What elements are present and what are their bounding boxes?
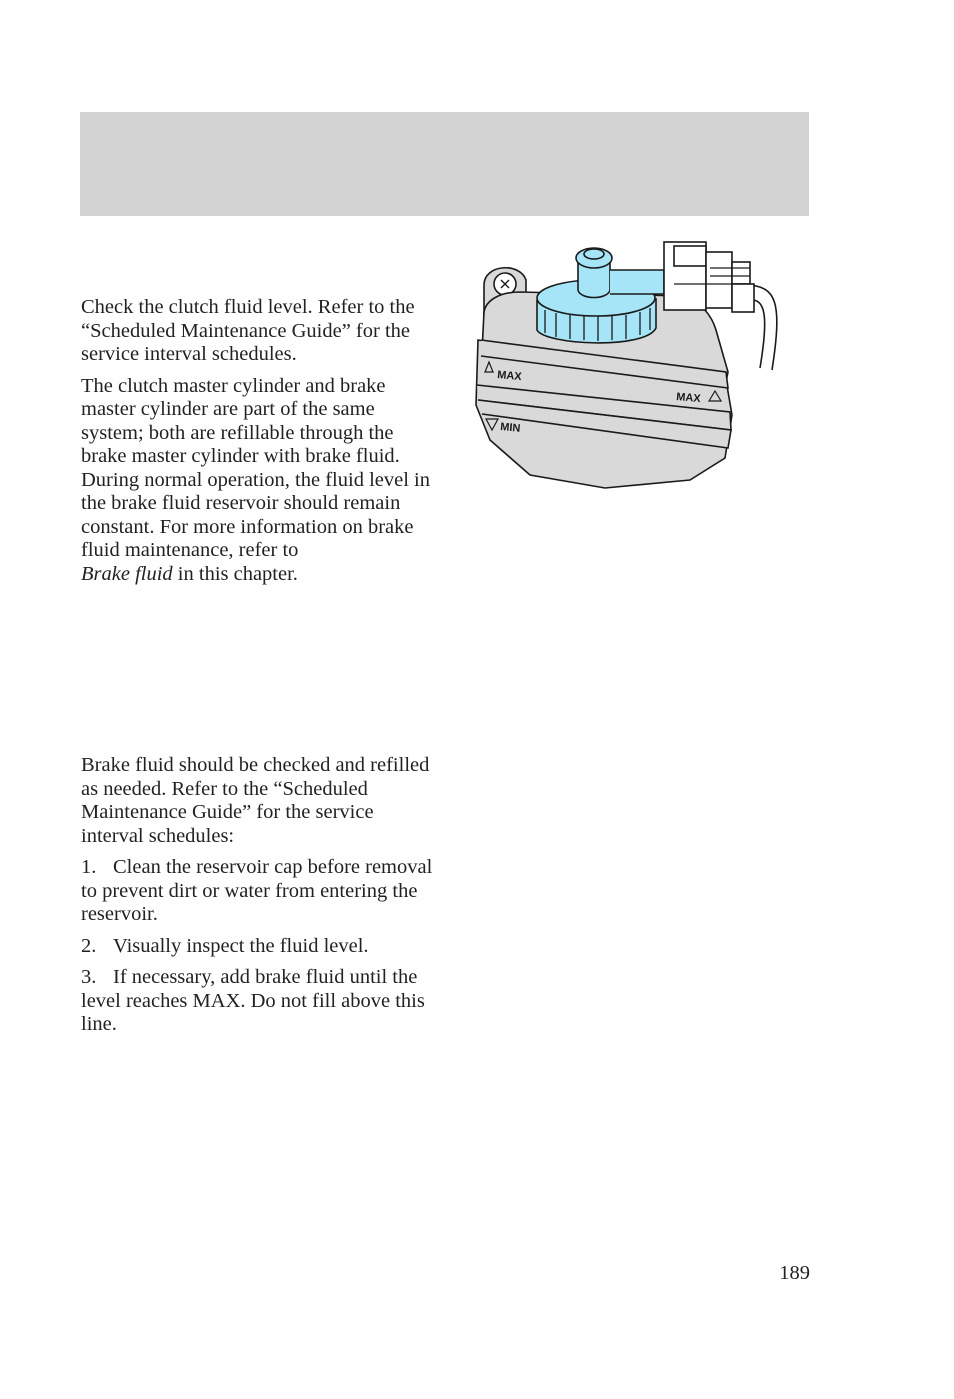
clutch-paragraph-2-tail: in this chapter.: [177, 562, 298, 585]
step-1-number: 1.: [81, 856, 97, 878]
step-2-number: 2.: [81, 934, 97, 957]
sensor-arm: [610, 270, 664, 294]
step-3-number: 3.: [81, 966, 97, 988]
step-2-text: Visually inspect the fluid level.: [113, 934, 369, 957]
brake-intro: Brake fluid should be checked and refilled as needed. Refer to the “Scheduled Maintenance Guide” for the service interval schedules:: [81, 754, 430, 847]
label-max-left: MAX: [496, 369, 523, 384]
clutch-paragraph-1: Check the clutch fluid level. Refer to the “Scheduled Maintenance Guide” for the service interval schedules.: [81, 296, 415, 365]
clutch-paragraph-2: [81, 375, 441, 587]
brake-fluid-reference: Brake fluid: [81, 562, 173, 585]
page-number: 189: [779, 1262, 810, 1284]
step-3: [81, 966, 441, 1037]
step-2: [81, 935, 441, 959]
step-1: [81, 856, 441, 927]
brake-fluid-section: [81, 754, 441, 1045]
label-min: MIN: [499, 421, 521, 435]
header-band: [80, 112, 809, 216]
step-1-text: Clean the reservoir cap before removal to prevent dirt or water from entering the reservoir.: [81, 856, 433, 925]
clutch-paragraph-2-main: The clutch master cylinder and brake master cylinder are part of the same system; both are refillable through the brake master cylinder with brake fluid. During normal operation, the fluid level in the brake fluid reservoir should remain constant. For more information on brake fluid maintenance, refer to: [81, 374, 430, 561]
step-3-text: If necessary, add brake fluid until the level reaches MAX. Do not fill above this line.: [81, 966, 425, 1035]
reservoir-illustration: [468, 236, 798, 496]
clutch-fluid-section: [81, 296, 441, 594]
label-max-right: MAX: [675, 391, 702, 406]
